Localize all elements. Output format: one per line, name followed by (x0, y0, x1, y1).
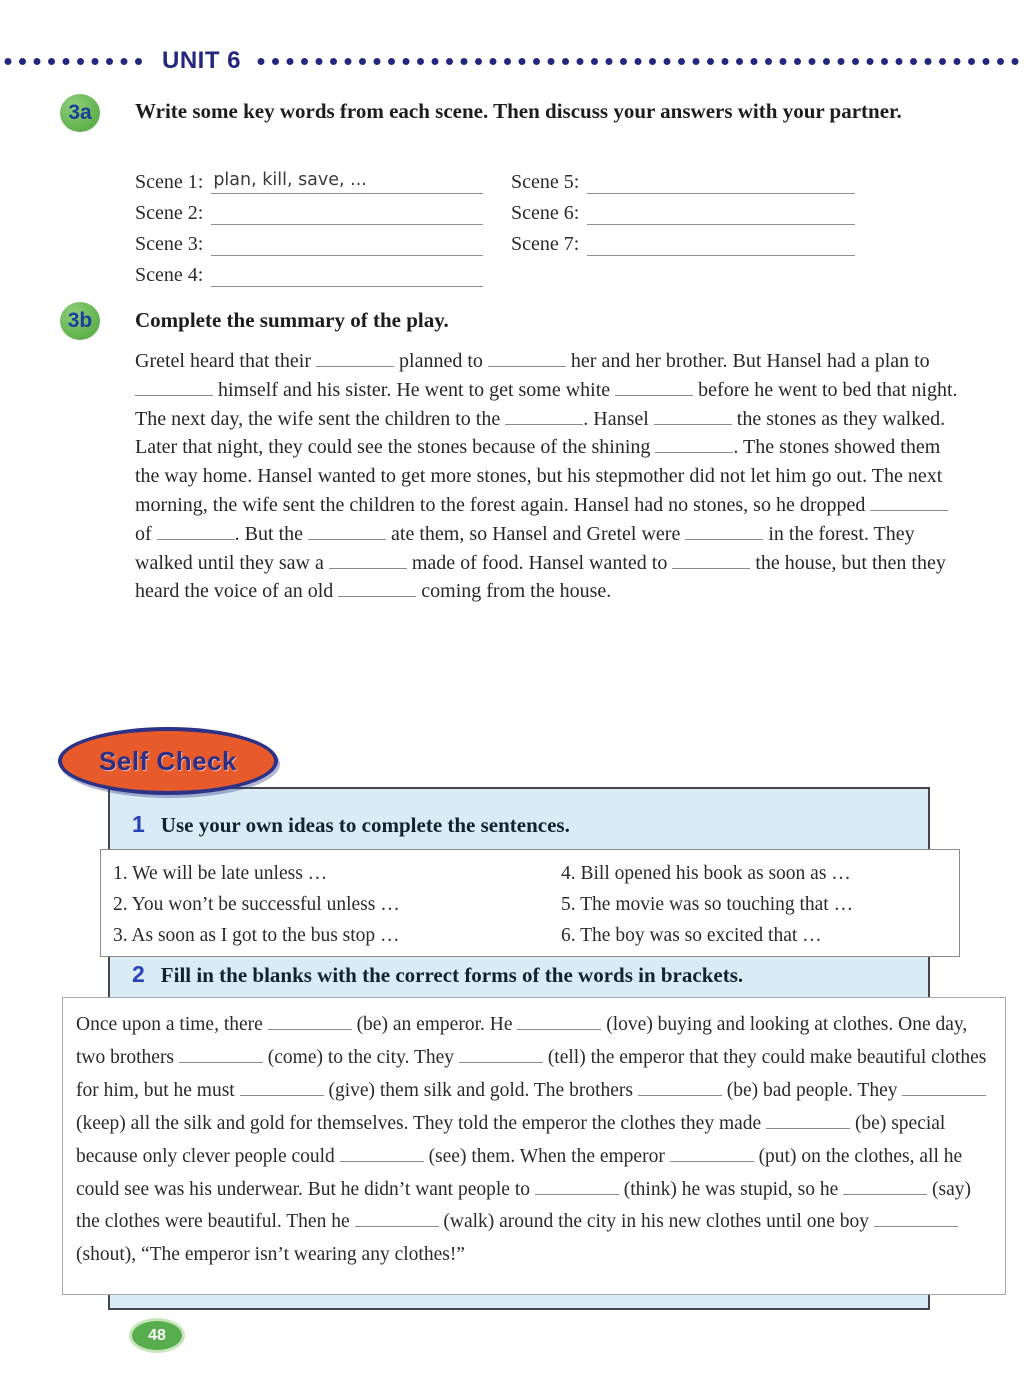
scene-answer-line (211, 229, 483, 256)
scene-label: Scene 5: (511, 171, 580, 193)
blank-line (268, 1015, 352, 1030)
blank-line (654, 410, 732, 425)
blank-line (766, 1114, 850, 1129)
blank-line (316, 352, 394, 367)
scene-row (511, 225, 855, 256)
sentence-starters-box (100, 849, 960, 957)
scene-answer-line (587, 229, 855, 256)
dotted-rule-right (257, 57, 1022, 66)
section-3b-badge: 3b (60, 302, 100, 340)
sentence-item: 5. The movie was so touching that … (561, 894, 854, 915)
self-check-label: Self Check (99, 745, 237, 776)
sentences-column-right (561, 858, 959, 956)
blank-line (459, 1048, 543, 1063)
exercise-2-heading (132, 961, 916, 988)
scene-label: Scene 1: (135, 171, 204, 193)
exercise-1-number: 1 (132, 811, 145, 837)
scene-list (135, 163, 855, 287)
sentence-item: 3. As soon as I got to the bus stop … (113, 925, 400, 946)
blank-line (670, 1147, 754, 1162)
scene-answer-line (211, 260, 483, 287)
blank-line (355, 1212, 439, 1227)
blank-line (135, 381, 213, 396)
page-number: 48 (148, 1326, 166, 1344)
scene-label: Scene 4: (135, 264, 204, 286)
scene-column-left (135, 163, 483, 287)
exercise-2-number: 2 (132, 961, 145, 987)
blank-line (308, 525, 386, 540)
blank-line (340, 1147, 424, 1162)
blank-line (157, 525, 235, 540)
scene-answer-line (587, 167, 855, 194)
unit-header (0, 48, 1024, 74)
blank-line (488, 352, 566, 367)
blank-line (535, 1180, 619, 1195)
scene-row (135, 225, 483, 256)
emperor-story-paragraph: Once upon a time, there (be) an emperor. He (love) buying and looking at clothes. One day, two brothers (come) to the city. They (tell) the emperor that they could make beautiful clothes for him, but he must (give) them silk and gold. The brothers (be) bad people. They (keep) all the silk and gold for themselves. They told the emperor the clothes they made (be) special because only clever people could (see) them. When the emperor (put) on the clothes, all he could see was his underwear. But he didn’t want people to (think) he was stupid, so he (say) the clothes were beautiful. Then he (walk) around the city in his new clothes until one boy (shout), “The emperor isn’t wearing any clothes!” (76, 1014, 987, 1266)
scene-column-right (511, 163, 855, 287)
blank-line (338, 582, 416, 597)
blank-line (615, 381, 693, 396)
scene-row (511, 163, 855, 194)
play-summary-paragraph: Gretel heard that their planned to her and her brother. But Hansel had a plan to himself and his sister. He went to get some white before he went to bed that night. The next day, the wife sent the children to the . Hansel the stones as they walked. Later that night, they could see the stones because of the shining . The stones showed them the way home. Hansel wanted to get more stones, but his stepmother did not let him go out. The next morning, the wife sent the children to the forest again. Hansel had no stones, so he dropped of . But the ate them, so Hansel and Gretel were in the forest. They walked until they saw a made of food. Hansel wanted to the house, but then they heard the voice of an old coming from the house. (135, 350, 958, 603)
scene-answer-line (587, 198, 855, 225)
dotted-rule-left (4, 57, 146, 66)
exercise-1-heading (132, 811, 916, 838)
sentence-item: 1. We will be late unless … (113, 863, 328, 884)
blank-line (505, 410, 583, 425)
sentences-column-left (113, 858, 561, 956)
blank-line (329, 554, 407, 569)
blank-line (672, 554, 750, 569)
unit-title: UNIT 6 (162, 47, 242, 74)
scene-row (135, 194, 483, 225)
page-number-badge (129, 1318, 185, 1353)
exercise-1-title: Use your own ideas to complete the sentences. (160, 813, 570, 837)
sentence-item: 6. The boy was so excited that … (561, 925, 822, 946)
scene-label: Scene 3: (135, 233, 204, 255)
section-3a-title: Write some key words from each scene. Then discuss your answers with your partner. (135, 99, 902, 123)
scene-row (135, 256, 483, 287)
blank-line (843, 1180, 927, 1195)
scene-label: Scene 2: (135, 202, 204, 224)
blank-line (902, 1081, 986, 1096)
blank-line (874, 1212, 958, 1227)
scene-label: Scene 7: (511, 233, 580, 255)
sentence-item: 2. You won’t be successful unless … (113, 894, 400, 915)
blank-line (517, 1015, 601, 1030)
blank-line (179, 1048, 263, 1063)
scene-row (135, 163, 483, 194)
blank-line (685, 525, 763, 540)
blank-line (870, 496, 948, 511)
scene-answer-line (211, 198, 483, 225)
scene-row (511, 194, 855, 225)
self-check-badge (58, 727, 278, 795)
scene-answer-line: plan, kill, save, ... (211, 167, 483, 194)
blank-line (655, 438, 733, 453)
blank-line (240, 1081, 324, 1096)
story-box (62, 997, 1006, 1295)
exercise-2-title: Fill in the blanks with the correct forms of the words in brackets. (160, 963, 744, 987)
blank-line (638, 1081, 722, 1096)
section-3b-title: Complete the summary of the play. (135, 308, 449, 332)
scene-label: Scene 6: (511, 202, 580, 224)
sentence-item: 4. Bill opened his book as soon as … (561, 863, 851, 884)
section-3a-badge: 3a (60, 94, 100, 132)
